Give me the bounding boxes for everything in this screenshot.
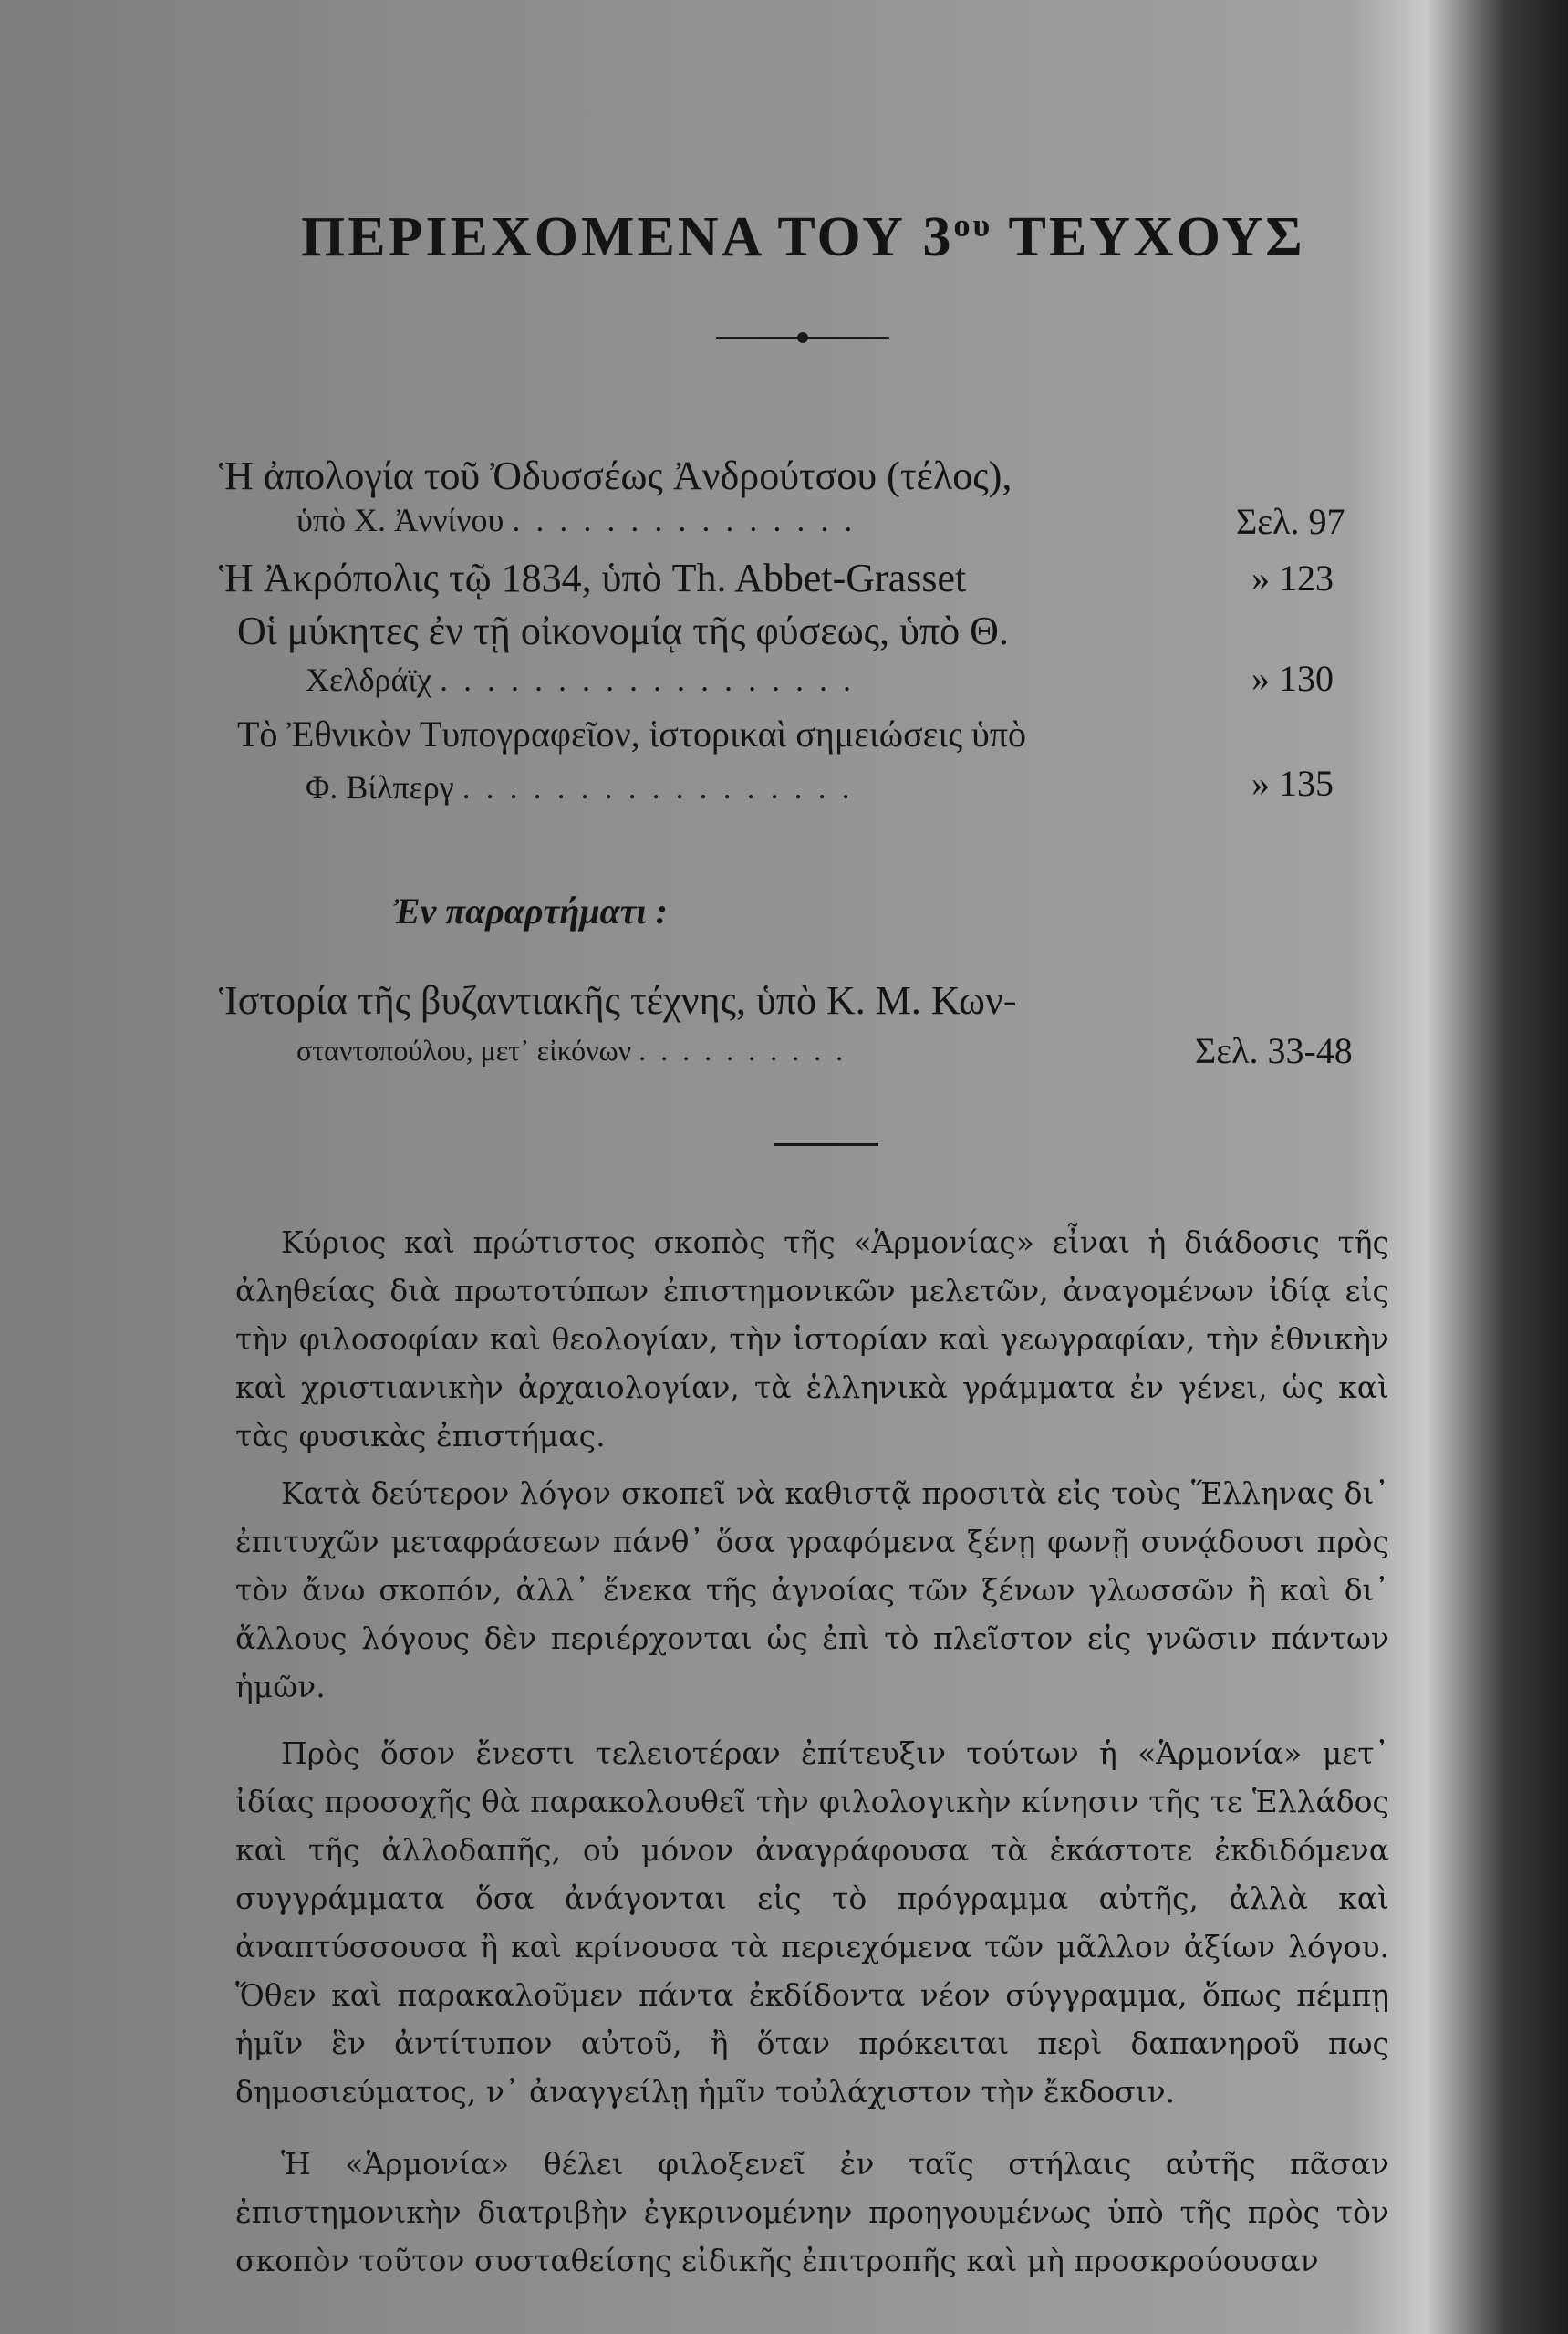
- section-divider: [774, 1143, 878, 1146]
- supplement-author-text: σταντοπούλου, μετ᾽ εἰκόνων: [296, 1034, 632, 1067]
- toc-entry-4-leader: . . . . . . . . . . . . . . . . .: [462, 769, 854, 806]
- paragraph-1: Κύριος καὶ πρώτιστος σκοπὸς τῆς «Ἁρμονίας» εἶναι ἡ διάδοσις τῆς ἀληθείας διὰ πρωτοτύπων ἐπιστημονικῶν μελετῶν, ἀναγομένων ἰδίᾳ εἰς τὴν φιλοσοφίαν καὶ θεολογίαν, τὴν ἱστορίαν καὶ γεωγραφίαν, τὴν ἐθνικὴν καὶ χριστιανικὴν ἀρχαιολογίαν, τὰ ἑλληνικὰ γράμματα ἐν γένει, ὡς καὶ τὰς φυσικὰς ἐπιστήμας.: [235, 1224, 1389, 1454]
- title-tail: ΤΕΥΧΟΥΣ: [992, 206, 1305, 268]
- page-title: [301, 205, 1305, 270]
- toc-entry-4-author: [306, 771, 854, 804]
- toc-entry-3-author: [306, 663, 855, 696]
- paragraph-4: Ἡ «Ἁρμονία» θέλει φιλοξενεῖ ἐν ταῖς στήλαις αὐτῆς πᾶσαν ἐπιστημονικὴν διατριβὴν ἐγκρινομένην προηγουμένως ὑπὸ τῆς πρὸς τὸν σκοπὸν τοῦτον συσταθείσης εἰδικῆς ἐπιτροπῆς καὶ μὴ προσκρούουσαν: [235, 2146, 1389, 2278]
- toc-entry-1-author-text: ὑπὸ Χ. Ἀννίνου: [296, 502, 504, 538]
- title-superscript: ου: [953, 206, 993, 244]
- paragraph-2: Κατὰ δεύτερον λόγον σκοπεῖ νὰ καθιστᾷ προσιτὰ εἰς τοὺς Ἕλληνας δι᾽ ἐπιτυχῶν μεταφράσεων πάνθ᾽ ὅσα γραφόμενα ξένῃ φωνῇ συνᾴδουσι πρὸς τὸν ἄνω σκοπόν, ἀλλ᾽ ἕνεκα τῆς ἀγνοίας τῶν ξένων γλωσσῶν ἢ καὶ δι᾽ ἄλλους λόγους δὲν περιέρχονται ὡς ἐπὶ τὸ πλεῖστον εἰς γνῶσιν πάντων ἡμῶν.: [235, 1475, 1389, 1704]
- supplement-leader: . . . . . . . . . .: [639, 1034, 847, 1067]
- toc-entry-1-leader: . . . . . . . . . . . . . . .: [512, 502, 857, 538]
- paragraph-3: Πρὸς ὅσον ἔνεστι τελειοτέραν ἐπίτευξιν τούτων ἡ «Ἁρμονία» μετ᾽ ἰδίας προσοχῆς θὰ παρακολουθεῖ τὴν φιλολογικὴν κίνησιν τῆς τε Ἑλλάδος καὶ τῆς ἀλλοδαπῆς, οὐ μόνον ἀναγράφουσα τὰ ἑκάστοτε ἐκδιδόμενα συγγράμματα ὅσα ἀνάγονται εἰς τὸ πρόγραμμα αὐτῆς, ἀλλὰ καὶ ἀναπτύσσουσα ἢ καὶ κρίνουσα τὰ περιεχόμενα τῶν μᾶλλον ἀξίων λόγου. Ὅθεν καὶ παρακαλοῦμεν πάντα ἐκδίδοντα νέον σύγγραμμα, ὅπως πέμπῃ ἡμῖν ἓν ἀντίτυπον αὐτοῦ, ἢ ὅταν πρόκειται περὶ δαπανηροῦ πως δημοσιεύματος, ν᾽ ἀναγγείλῃ ἡμῖν τοὐλάχιστον τὴν ἔκδοσιν.: [235, 1735, 1389, 2110]
- supplement-page: Σελ. 33-48: [1195, 1030, 1353, 1071]
- title-main: ΠΕΡΙΕΧΟΜΕΝΑ ΤΟΥ 3: [301, 206, 954, 268]
- toc-entry-1-page: Σελ. 97: [1236, 501, 1345, 542]
- toc-entry-4-author-text: Φ. Βίλπεργ: [306, 769, 454, 806]
- supplement-heading: Ἐν παραρτήματι :: [392, 891, 668, 932]
- toc-entry-3-leader: . . . . . . . . . . . . . . . . . .: [440, 662, 856, 698]
- toc-entry-3-author-text: Χελδράϊχ: [306, 662, 432, 698]
- toc-entry-3-page: » 130: [1251, 658, 1334, 699]
- toc-entry-1-author: [296, 504, 856, 537]
- supplement-author: [296, 1036, 846, 1065]
- toc-entry-4-page: » 135: [1251, 763, 1334, 804]
- toc-entry-2-title: Ἡ Ἀκρόπολις τῷ 1834, ὑπὸ Th. Abbet-Grasset: [219, 556, 967, 600]
- supplement-title: Ἱστορία τῆς βυζαντιακῆς τέχνης, ὑπὸ Κ. Μ. Κων-: [219, 978, 1017, 1023]
- toc-entry-2-page: » 123: [1251, 557, 1334, 599]
- title-ornament: [716, 328, 889, 347]
- toc-entry-1-title: Ἡ ἀπολογία τοῦ Ὀδυσσέως Ἀνδρούτσου (τέλος),: [219, 453, 1012, 498]
- toc-entry-4-title: Τὸ Ἐθνικὸν Τυπογραφεῖον, ἱστορικαὶ σημειώσεις ὑπὸ: [237, 714, 1027, 755]
- toc-entry-3-title: Οἱ μύκητες ἐν τῇ οἰκονομίᾳ τῆς φύσεως, ὑπὸ Θ.: [237, 609, 1009, 653]
